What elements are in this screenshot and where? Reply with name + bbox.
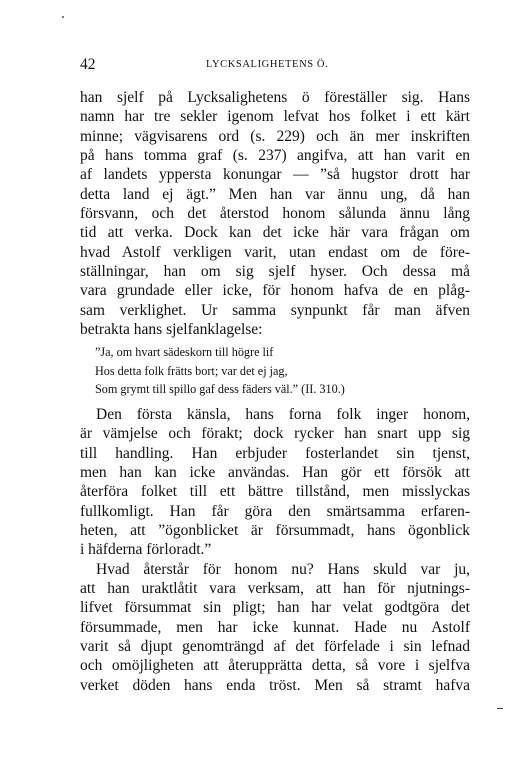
page-header xyxy=(80,56,470,76)
print-speck xyxy=(62,16,64,18)
text-line: men han kan icke användas. Han gör ett försök att xyxy=(80,464,470,482)
verse-line: ”Ja, om hvart sädeskorn till högre lif xyxy=(95,345,274,359)
text-line: varit så djupt genomträngd af det förfelade i sin lefnad xyxy=(80,638,470,656)
text-line: hvad Astolf verkligen varit, utan endast om de före- xyxy=(80,243,470,261)
text-line: sam verklighet. Ur samma synpunkt får man äfven xyxy=(80,301,470,319)
text-line: tid att verka. Dock kan det icke här vara frågan om xyxy=(80,224,470,242)
verse-line: Hos detta folk frätts bort; var det ej jag, xyxy=(95,363,288,378)
text-line: namn har tre sekler igenom lefvat hos folket i ett kärt xyxy=(80,108,470,126)
text-line: att han uraktlåtit vara verksam, att han för njutnings- xyxy=(80,580,470,598)
text-line: vara grundade eller icke, för honom hafva de en plåg- xyxy=(80,282,470,300)
text-line: försvann, och det återstod honom sålunda ännu lång xyxy=(80,205,470,223)
text-line: återföra folket till ett bättre tillstånd, men misslyckas xyxy=(80,483,470,501)
running-head: LYCKSALIGHETENS Ö. xyxy=(206,59,329,70)
text-line: lifvet försummat sin pligt; han har velat godtgöra det xyxy=(80,599,470,617)
text-line: betrakta hans sjelfanklagelse: xyxy=(80,321,263,339)
text-line: af landets yppersta konungar — ”så hugstor drott har xyxy=(80,166,470,184)
text-line: han sjelf på Lycksalighetens ö föreställer sig. Hans xyxy=(80,89,470,106)
text-line: verket döden hans enda tröst. Men så stramt hafva xyxy=(80,676,470,694)
verse-line: Som grymt till spillo gaf dess fäders väl.” (II. 310.) xyxy=(95,382,345,396)
text-line: försummade, men har icke kunnat. Hade nu Astolf xyxy=(80,618,470,636)
text-line: ställningar, han om sig sjelf hyser. Och dessa må xyxy=(80,263,470,281)
text-line: fullkomligt. Han får göra den smärtsamma erfaren- xyxy=(80,502,470,520)
margin-mark xyxy=(497,708,503,709)
text-line: i häfderna förloradt.” xyxy=(80,541,212,559)
verse-quote xyxy=(95,343,435,399)
text-line: Den första känsla, hans forna folk inger honom, xyxy=(96,406,470,423)
text-line: minne; vägvisarens ord (s. 229) och än mer inskriften xyxy=(80,127,470,145)
text-line: till handling. Han erbjuder fosterlandet sin tjenst, xyxy=(80,444,470,462)
page-number: 42 xyxy=(80,56,96,73)
text-line: Hvad återstår för honom nu? Hans skuld var ju, xyxy=(96,560,470,578)
paragraph-continued xyxy=(80,88,470,339)
text-line: på hans tomma graf (s. 237) angifva, att han varit en xyxy=(80,147,470,165)
text-line: är vämjelse och förakt; dock rycker han snart upp sig xyxy=(80,425,470,443)
text-line: detta land ej ägt.” Men han var ännu ung, då han xyxy=(80,185,470,203)
text-line: och omöjligheten att återupprätta detta, så vore i sjelfva xyxy=(80,657,470,675)
paragraphs-after-quote xyxy=(80,405,470,695)
text-line: heten, att ”ögonblicket är försummadt, hans ögonblick xyxy=(80,522,470,540)
